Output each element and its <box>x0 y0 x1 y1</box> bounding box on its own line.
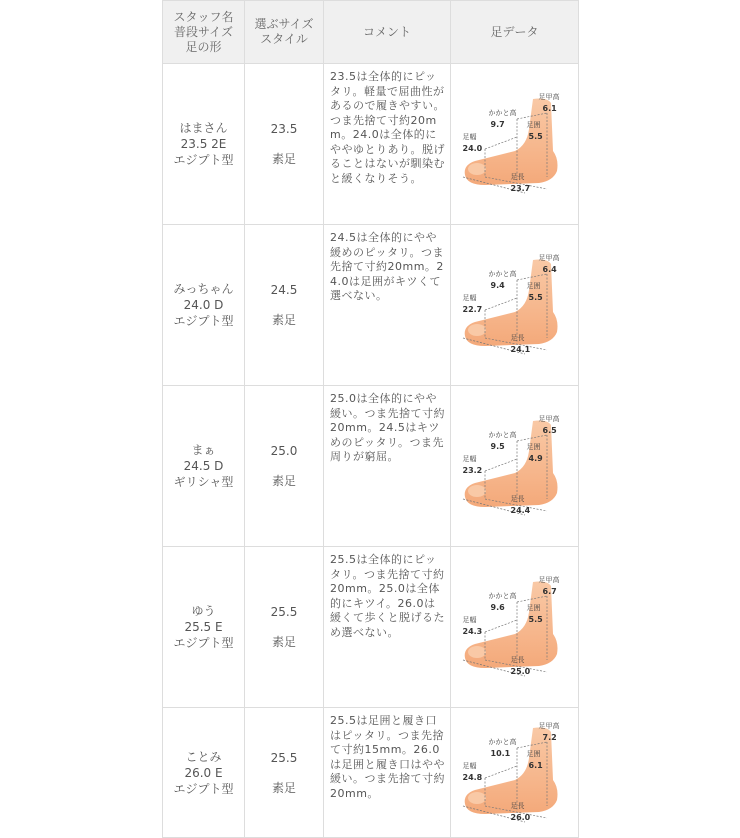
value-length: 25.0 <box>510 667 531 676</box>
label-heel: 足甲高 <box>538 254 560 262</box>
value-instep: 4.9 <box>528 454 543 463</box>
toe-shape <box>468 646 486 658</box>
size-cell <box>245 708 324 838</box>
label-heel: 足甲高 <box>538 576 560 584</box>
label-instep: 足囲 <box>526 282 541 290</box>
value-heel: 7.2 <box>542 732 557 742</box>
comment-text: 25.5は足囲と履き口はピッタリ。つま先捨て寸約15mm。26.0は足囲と履き口はやや緩い。つま先捨て寸約20mm。 <box>330 714 445 800</box>
comment-cell <box>324 708 451 838</box>
foot-diagram <box>455 250 575 360</box>
comment-text: 23.5は全体的にピッタリ。軽量で屈曲性があるので履きやすい。つま先捨て寸約20mm。24.0は全体的にややゆとりあり。脱げることはないが馴染むと緩くなりそう。 <box>330 70 445 185</box>
staff-cell <box>163 225 245 386</box>
label-instep: 足囲 <box>526 443 541 451</box>
comment-cell <box>324 64 451 225</box>
value-length: 24.4 <box>510 506 531 515</box>
toe-shape <box>468 792 486 804</box>
label-length: 足長 <box>510 173 525 181</box>
label-length: 足長 <box>510 656 525 664</box>
label-instep: 足囲 <box>526 121 541 129</box>
label-girth: 足幅 <box>462 761 477 770</box>
value-instep: 6.1 <box>528 760 543 770</box>
value-heel: 6.5 <box>542 426 557 435</box>
label-instep: 足囲 <box>526 749 541 758</box>
style: 素足 <box>271 313 296 327</box>
foot-diagram <box>455 572 575 682</box>
staff-cell <box>163 64 245 225</box>
foot-data-cell <box>451 386 579 547</box>
value-girth: 22.7 <box>462 305 483 314</box>
value-instep: 5.5 <box>528 132 543 141</box>
selected-size: 24.5 <box>270 283 298 297</box>
staff-info: ゆう 25.5 E エジプト型 <box>173 604 234 650</box>
value-instep: 5.5 <box>528 293 543 302</box>
staff-fit-table <box>162 0 579 838</box>
value-instep-height: 9.7 <box>490 120 505 129</box>
label-heel: 足甲高 <box>538 721 560 730</box>
style: 素足 <box>271 152 296 166</box>
selected-size: 25.5 <box>270 605 298 619</box>
staff-info: はまさん 23.5 2E エジプト型 <box>173 121 234 167</box>
size-cell <box>245 547 324 708</box>
value-instep-height: 9.4 <box>490 281 505 290</box>
foot-diagram <box>455 718 575 828</box>
label-instep: 足囲 <box>526 604 541 612</box>
comment-cell <box>324 547 451 708</box>
label-girth: 足幅 <box>462 294 477 302</box>
staff-info: まぁ 24.5 D ギリシャ型 <box>173 443 234 489</box>
value-length: 24.1 <box>510 345 531 354</box>
style: 素足 <box>271 635 296 649</box>
label-girth: 足幅 <box>462 455 477 463</box>
label-instep-height: かかと高 <box>488 431 517 439</box>
value-girth: 23.2 <box>462 466 483 475</box>
comment-text: 24.5は全体的にやや緩めのピッタリ。つま先捨て寸約20mm。24.0は足囲がキツくて選べない。 <box>330 231 445 302</box>
label-girth: 足幅 <box>462 133 477 141</box>
selected-size: 25.0 <box>270 444 298 458</box>
staff-cell <box>163 386 245 547</box>
size-cell <box>245 64 324 225</box>
label-instep-height: かかと高 <box>488 737 517 746</box>
value-heel: 6.7 <box>542 587 557 596</box>
header-size-style: 選ぶサイズ スタイル <box>245 1 324 64</box>
value-girth: 24.8 <box>462 772 483 782</box>
value-heel: 6.4 <box>542 265 557 274</box>
table-row <box>163 708 579 838</box>
foot-data-cell <box>451 708 579 838</box>
value-instep: 5.5 <box>528 615 543 624</box>
staff-cell <box>163 708 245 838</box>
label-instep-height: かかと高 <box>488 270 517 278</box>
foot-diagram <box>455 411 575 521</box>
value-girth: 24.3 <box>462 627 483 636</box>
staff-fit-table-container <box>162 0 578 822</box>
style: 素足 <box>271 474 296 488</box>
label-instep-height: かかと高 <box>488 109 517 117</box>
comment-text: 25.0は全体的にやや緩い。つま先捨て寸約20mm。24.5はキツめのピッタリ。つま先周りが窮屈。 <box>330 392 445 463</box>
value-instep-height: 10.1 <box>490 748 511 758</box>
selected-size: 23.5 <box>270 122 298 136</box>
header-foot-data: 足データ <box>451 1 579 64</box>
table-row <box>163 386 579 547</box>
label-girth: 足幅 <box>462 616 477 624</box>
table-header-row <box>163 1 579 64</box>
staff-info: ことみ 26.0 E エジプト型 <box>173 749 234 796</box>
comment-cell <box>324 386 451 547</box>
foot-data-cell <box>451 547 579 708</box>
staff-info: みっちゃん 24.0 D エジプト型 <box>173 282 234 328</box>
label-heel: 足甲高 <box>538 415 560 423</box>
comment-text: 25.5は全体的にピッタリ。つま先捨て寸約20mm。25.0は全体的にキツイ。26.0は緩くて歩くと脱げるため選べない。 <box>330 553 445 639</box>
selected-size: 25.5 <box>270 750 298 765</box>
header-comment: コメント <box>324 1 451 64</box>
value-length: 23.7 <box>510 184 531 193</box>
foot-diagram <box>455 89 575 199</box>
value-girth: 24.0 <box>462 144 483 153</box>
value-instep-height: 9.5 <box>490 442 505 451</box>
staff-cell <box>163 547 245 708</box>
label-length: 足長 <box>510 801 525 810</box>
size-cell <box>245 225 324 386</box>
style: 素足 <box>271 780 296 795</box>
toe-shape <box>468 163 486 175</box>
toe-shape <box>468 485 486 497</box>
table-row <box>163 64 579 225</box>
header-staff: スタッフ名 普段サイズ 足の形 <box>163 1 245 64</box>
size-cell <box>245 386 324 547</box>
table-row <box>163 225 579 386</box>
comment-cell <box>324 225 451 386</box>
value-instep-height: 9.6 <box>490 603 505 612</box>
foot-data-cell <box>451 64 579 225</box>
label-length: 足長 <box>510 334 525 342</box>
label-heel: 足甲高 <box>538 93 560 101</box>
value-heel: 6.1 <box>542 104 557 113</box>
foot-data-cell <box>451 225 579 386</box>
table-row <box>163 547 579 708</box>
label-instep-height: かかと高 <box>488 592 517 600</box>
toe-shape <box>468 324 486 336</box>
label-length: 足長 <box>510 495 525 503</box>
value-length: 26.0 <box>510 812 531 822</box>
